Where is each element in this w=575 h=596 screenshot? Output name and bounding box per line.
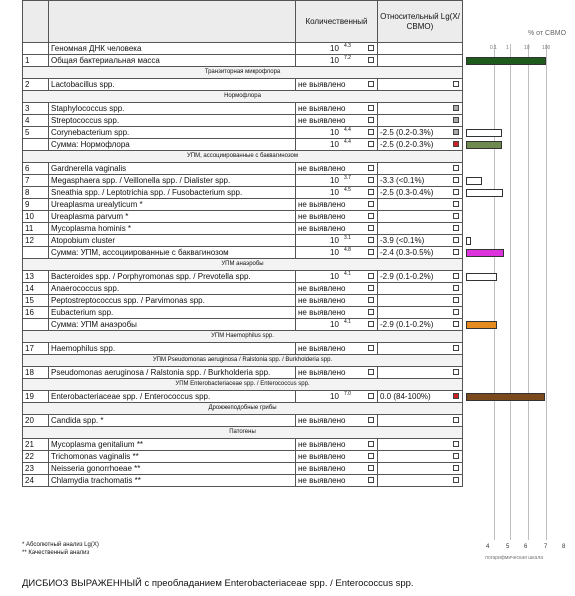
quantity-base: 10 (330, 188, 339, 197)
row-name: Ureaplasma parvum * (49, 211, 296, 223)
row-relative (378, 163, 463, 175)
row-relative (378, 247, 463, 259)
table-row (23, 463, 463, 475)
chart-bottom-tick: 6 (524, 544, 528, 550)
row-name: Corynebacterium spp. (49, 127, 296, 139)
row-number: 4 (23, 115, 49, 127)
quantity-checkbox (368, 453, 374, 459)
row-relative (378, 367, 463, 379)
quantity-base: 10 (330, 140, 339, 149)
row-number: 3 (23, 103, 49, 115)
relative-indicator (453, 345, 459, 351)
row-relative (378, 103, 463, 115)
quantity-exponent: 7.0 (344, 391, 351, 397)
quantity-text: не выявлено (298, 344, 346, 353)
quantity-base: 10 (330, 56, 339, 65)
table-row (23, 391, 463, 403)
quantity-checkbox (368, 45, 374, 51)
chart-bottom-tick: 7 (544, 544, 548, 550)
table-row (23, 295, 463, 307)
quantity-checkbox (368, 249, 374, 255)
row-name: Mycoplasma hominis * (49, 223, 296, 235)
row-relative (378, 391, 463, 403)
quantity-checkbox (368, 105, 374, 111)
relative-indicator (453, 369, 459, 375)
row-quantity (296, 127, 378, 139)
row-quantity (296, 187, 378, 199)
quantity-base: 10 (330, 176, 339, 185)
row-quantity (296, 55, 378, 67)
row-number: 19 (23, 391, 49, 403)
quantity-checkbox (368, 273, 374, 279)
relative-indicator (453, 189, 459, 195)
row-name: Ureaplasma urealyticum * (49, 199, 296, 211)
row-name: Megasphaera spp. / Veillonella spp. / Dialister spp. (49, 175, 296, 187)
row-relative (378, 439, 463, 451)
table-row (23, 175, 463, 187)
header-name-cell (49, 1, 296, 43)
section-row (23, 427, 463, 439)
quantity-exponent: 4.4 (344, 139, 351, 145)
quantity-checkbox (368, 441, 374, 447)
quantity-text: не выявлено (298, 476, 346, 485)
row-number: 6 (23, 163, 49, 175)
row-name: Peptostreptococcus spp. / Parvimonas spp. (49, 295, 296, 307)
quantity-checkbox (368, 141, 374, 147)
row-relative (378, 295, 463, 307)
relative-indicator (453, 273, 459, 279)
quantity-checkbox (368, 321, 374, 327)
row-number: 8 (23, 187, 49, 199)
chart-panel (466, 0, 575, 560)
table-row (23, 451, 463, 463)
table-row (23, 283, 463, 295)
row-relative (378, 463, 463, 475)
relative-indicator (453, 285, 459, 291)
chart-bar (466, 393, 545, 401)
quantity-checkbox (368, 129, 374, 135)
section-label: Нормофлора (23, 91, 463, 103)
row-quantity (296, 211, 378, 223)
quantity-exponent: 4.1 (344, 271, 351, 277)
chart-bottom-tick: 5 (506, 544, 510, 550)
quantity-text: не выявлено (298, 416, 346, 425)
quantity-exponent: 4.5 (344, 187, 351, 193)
table-row (23, 223, 463, 235)
chart-bottom-tick: 8 (562, 544, 566, 550)
row-name: Haemophilus spp. (49, 343, 296, 355)
chart-bar (466, 321, 497, 329)
quantity-text: не выявлено (298, 284, 346, 293)
quantity-checkbox (368, 177, 374, 183)
relative-indicator (453, 105, 459, 111)
relative-indicator (453, 165, 459, 171)
quantity-exponent: 7.2 (344, 55, 351, 61)
table-row (23, 139, 463, 151)
row-name: Lactobacillus spp. (49, 79, 296, 91)
row-relative (378, 319, 463, 331)
quantity-text: не выявлено (298, 296, 346, 305)
row-name: Streptococcus spp. (49, 115, 296, 127)
chart-head-label: % от СВМО (528, 30, 567, 37)
table-row (23, 211, 463, 223)
quantity-checkbox (368, 201, 374, 207)
section-row (23, 91, 463, 103)
quantity-text: не выявлено (298, 80, 346, 89)
row-relative (378, 235, 463, 247)
row-number (23, 43, 49, 55)
table-row (23, 319, 463, 331)
row-quantity (296, 223, 378, 235)
quantity-checkbox (368, 285, 374, 291)
section-row (23, 355, 463, 367)
chart-bar (466, 273, 497, 281)
row-quantity (296, 295, 378, 307)
chart-top-tick: 1 (506, 45, 509, 51)
results-body (23, 1, 463, 487)
row-relative (378, 139, 463, 151)
row-quantity (296, 415, 378, 427)
quantity-checkbox (368, 57, 374, 63)
table-row (23, 199, 463, 211)
quantity-checkbox (368, 237, 374, 243)
table-row (23, 415, 463, 427)
row-relative (378, 79, 463, 91)
row-quantity (296, 463, 378, 475)
relative-value: -2.5 (0.2-0.3%) (380, 140, 434, 149)
section-row (23, 331, 463, 343)
relative-indicator (453, 465, 459, 471)
quantity-checkbox (368, 81, 374, 87)
chart-bar (466, 237, 471, 245)
results-table (22, 0, 463, 487)
table-row (23, 475, 463, 487)
quantity-text: не выявлено (298, 200, 346, 209)
quantity-exponent: 4.8 (344, 247, 351, 253)
row-relative (378, 115, 463, 127)
chart-bar (466, 57, 546, 65)
row-relative (378, 211, 463, 223)
relative-value: -3.9 (<0.1%) (380, 236, 425, 245)
quantity-text: не выявлено (298, 368, 346, 377)
row-number: 20 (23, 415, 49, 427)
section-label: УПМ Enterobacteriaceae spp. / Enterococcus spp. (23, 379, 463, 391)
row-number: 9 (23, 199, 49, 211)
quantity-base: 10 (330, 44, 339, 53)
row-relative (378, 307, 463, 319)
quantity-text: не выявлено (298, 452, 346, 461)
quantity-exponent: 3.1 (344, 235, 351, 241)
row-number: 16 (23, 307, 49, 319)
row-name: Mycoplasma genitalium ** (49, 439, 296, 451)
chart-bar (466, 189, 503, 197)
table-row (23, 343, 463, 355)
quantity-checkbox (368, 225, 374, 231)
header-quantitative: Количественный (296, 1, 378, 43)
row-relative (378, 55, 463, 67)
relative-indicator (453, 249, 459, 255)
relative-indicator (453, 321, 459, 327)
relative-indicator (453, 477, 459, 483)
quantity-base: 10 (330, 392, 339, 401)
header-num-cell (23, 1, 49, 43)
chart-bar (466, 177, 482, 185)
quantity-base: 10 (330, 272, 339, 281)
section-label: УПМ, ассоциированные с баквагинозом (23, 151, 463, 163)
chart-bar (466, 249, 504, 257)
chart-gridline (546, 44, 547, 540)
row-number: 14 (23, 283, 49, 295)
quantity-checkbox (368, 417, 374, 423)
row-number: 5 (23, 127, 49, 139)
row-number: 21 (23, 439, 49, 451)
row-relative (378, 475, 463, 487)
relative-indicator (453, 453, 459, 459)
row-number: 23 (23, 463, 49, 475)
section-label: Транзиторная микрофлора (23, 67, 463, 79)
table-row (23, 247, 463, 259)
row-number: 10 (23, 211, 49, 223)
row-quantity (296, 391, 378, 403)
row-quantity (296, 451, 378, 463)
quantity-base: 10 (330, 248, 339, 257)
row-relative (378, 127, 463, 139)
row-relative (378, 43, 463, 55)
row-name: Staphylococcus spp. (49, 103, 296, 115)
row-relative (378, 271, 463, 283)
relative-value: -2.9 (0.1-0.2%) (380, 272, 434, 281)
row-quantity (296, 199, 378, 211)
relative-value: -2.5 (0.3-0.4%) (380, 188, 434, 197)
row-name: Sneathia spp. / Leptotrichia spp. / Fusobacterium spp. (49, 187, 296, 199)
row-relative (378, 343, 463, 355)
quantity-text: не выявлено (298, 212, 346, 221)
quantity-checkbox (368, 165, 374, 171)
row-quantity (296, 319, 378, 331)
quantity-checkbox (368, 297, 374, 303)
row-name: Enterobacteriaceae spp. / Enterococcus spp. (49, 391, 296, 403)
relative-indicator (453, 237, 459, 243)
chart-top-tick: 0.1 (490, 45, 497, 51)
chart-gridline (494, 44, 495, 540)
table-row (23, 127, 463, 139)
table-row (23, 55, 463, 67)
chart-gridline (510, 44, 511, 540)
chart-top-tick: 100 (542, 45, 551, 51)
section-label: УПМ Pseudomonas aeruginosa / Ralstonia spp. / Burkholderia spp. (23, 355, 463, 367)
row-name: Candida spp. * (49, 415, 296, 427)
scale-label: логарифмическая шкала (485, 555, 544, 561)
row-name: Eubacterium spp. (49, 307, 296, 319)
row-name: Общая бактериальная масса (49, 55, 296, 67)
row-relative (378, 199, 463, 211)
relative-indicator (453, 141, 459, 147)
relative-indicator (453, 309, 459, 315)
chart-bottom-tick: 4 (486, 544, 490, 550)
relative-indicator (453, 201, 459, 207)
relative-indicator (453, 129, 459, 135)
quantity-text: не выявлено (298, 464, 346, 473)
quantity-text: не выявлено (298, 308, 346, 317)
quantity-checkbox (368, 465, 374, 471)
table-header (23, 1, 463, 43)
relative-indicator (453, 297, 459, 303)
footnotes (22, 541, 99, 557)
conclusion-text: ДИСБИОЗ ВЫРАЖЕННЫЙ с преобладанием Enterobacteriaceae spp. / Enterococcus spp. (22, 578, 414, 589)
row-number: 17 (23, 343, 49, 355)
quantity-checkbox (368, 345, 374, 351)
quantity-text: не выявлено (298, 116, 346, 125)
relative-value: -2.4 (0.3-0.5%) (380, 248, 434, 257)
quantity-checkbox (368, 189, 374, 195)
row-number: 13 (23, 271, 49, 283)
row-quantity (296, 163, 378, 175)
row-number (23, 319, 49, 331)
row-number: 22 (23, 451, 49, 463)
section-row (23, 259, 463, 271)
section-row (23, 379, 463, 391)
section-label: Патогены (23, 427, 463, 439)
row-number: 15 (23, 295, 49, 307)
row-quantity (296, 235, 378, 247)
table-row (23, 307, 463, 319)
relative-indicator (453, 177, 459, 183)
relative-indicator (453, 393, 459, 399)
section-row (23, 403, 463, 415)
row-name: Chlamydia trachomatis ** (49, 475, 296, 487)
row-name: Сумма: Нормофлора (49, 139, 296, 151)
quantity-text: не выявлено (298, 104, 346, 113)
relative-value: 0.0 (84-100%) (380, 392, 431, 401)
row-quantity (296, 43, 378, 55)
row-name: Геномная ДНК человека (49, 43, 296, 55)
table-row (23, 115, 463, 127)
row-name: Pseudomonas aeruginosa / Ralstonia spp. / Burkholderia spp. (49, 367, 296, 379)
row-number: 12 (23, 235, 49, 247)
table-row (23, 187, 463, 199)
table-row (23, 103, 463, 115)
quantity-checkbox (368, 117, 374, 123)
quantity-checkbox (368, 477, 374, 483)
quantity-checkbox (368, 213, 374, 219)
relative-indicator (453, 441, 459, 447)
row-number (23, 139, 49, 151)
row-name: Сумма: УПМ, ассоциированные с баквагинозом (49, 247, 296, 259)
row-name: Atopobium cluster (49, 235, 296, 247)
quantity-exponent: 4.1 (344, 319, 351, 325)
section-label: Дрожжеподобные грибы (23, 403, 463, 415)
relative-indicator (453, 81, 459, 87)
table-row (23, 367, 463, 379)
row-relative (378, 415, 463, 427)
row-relative (378, 451, 463, 463)
table-row (23, 439, 463, 451)
header-relative: Относительный Lg(X/СВМО) (378, 1, 463, 43)
row-relative (378, 283, 463, 295)
row-quantity (296, 271, 378, 283)
row-number: 18 (23, 367, 49, 379)
relative-indicator (453, 417, 459, 423)
row-name: Сумма: УПМ анаэробы (49, 319, 296, 331)
table-row (23, 79, 463, 91)
chart-gridline (528, 44, 529, 540)
section-row (23, 151, 463, 163)
row-quantity (296, 307, 378, 319)
section-row (23, 67, 463, 79)
row-quantity (296, 175, 378, 187)
chart-bar (466, 129, 502, 137)
row-quantity (296, 283, 378, 295)
row-name: Anaerococcus spp. (49, 283, 296, 295)
section-label: УПМ анаэробы (23, 259, 463, 271)
row-number (23, 247, 49, 259)
quantity-text: не выявлено (298, 164, 346, 173)
row-quantity (296, 247, 378, 259)
quantity-checkbox (368, 369, 374, 375)
row-quantity (296, 79, 378, 91)
footnote-2: ** Качественный анализ (22, 550, 90, 556)
table-row (23, 163, 463, 175)
row-name: Gardnerella vaginalis (49, 163, 296, 175)
row-quantity (296, 343, 378, 355)
quantity-exponent: 3.7 (344, 175, 351, 181)
row-quantity (296, 115, 378, 127)
row-number: 7 (23, 175, 49, 187)
relative-value: -3.3 (<0.1%) (380, 176, 425, 185)
row-number: 2 (23, 79, 49, 91)
quantity-text: не выявлено (298, 224, 346, 233)
section-label: УПМ Haemophilus spp. (23, 331, 463, 343)
row-quantity (296, 103, 378, 115)
quantity-base: 10 (330, 128, 339, 137)
relative-indicator (453, 225, 459, 231)
row-relative (378, 223, 463, 235)
relative-indicator (453, 213, 459, 219)
relative-indicator (453, 117, 459, 123)
row-quantity (296, 139, 378, 151)
relative-value: -2.9 (0.1-0.2%) (380, 320, 434, 329)
row-name: Neisseria gonorrhoeae ** (49, 463, 296, 475)
quantity-text: не выявлено (298, 440, 346, 449)
quantity-exponent: 4.4 (344, 127, 351, 133)
chart-bar (466, 141, 502, 149)
row-relative (378, 187, 463, 199)
footnote-1: * Абсолютный анализ Lg(X) (22, 542, 99, 548)
quantity-exponent: 4.3 (344, 43, 351, 49)
row-number: 24 (23, 475, 49, 487)
table-row (23, 43, 463, 55)
quantity-checkbox (368, 309, 374, 315)
quantity-base: 10 (330, 236, 339, 245)
table-row (23, 235, 463, 247)
quantity-base: 10 (330, 320, 339, 329)
row-number: 11 (23, 223, 49, 235)
quantity-checkbox (368, 393, 374, 399)
table-row (23, 271, 463, 283)
row-number: 1 (23, 55, 49, 67)
row-quantity (296, 475, 378, 487)
row-relative (378, 175, 463, 187)
chart-top-tick: 10 (524, 45, 530, 51)
row-quantity (296, 439, 378, 451)
row-name: Bacteroides spp. / Porphyromonas spp. / Prevotella spp. (49, 271, 296, 283)
row-name: Trichomonas vaginalis ** (49, 451, 296, 463)
relative-value: -2.5 (0.2-0.3%) (380, 128, 434, 137)
row-quantity (296, 367, 378, 379)
